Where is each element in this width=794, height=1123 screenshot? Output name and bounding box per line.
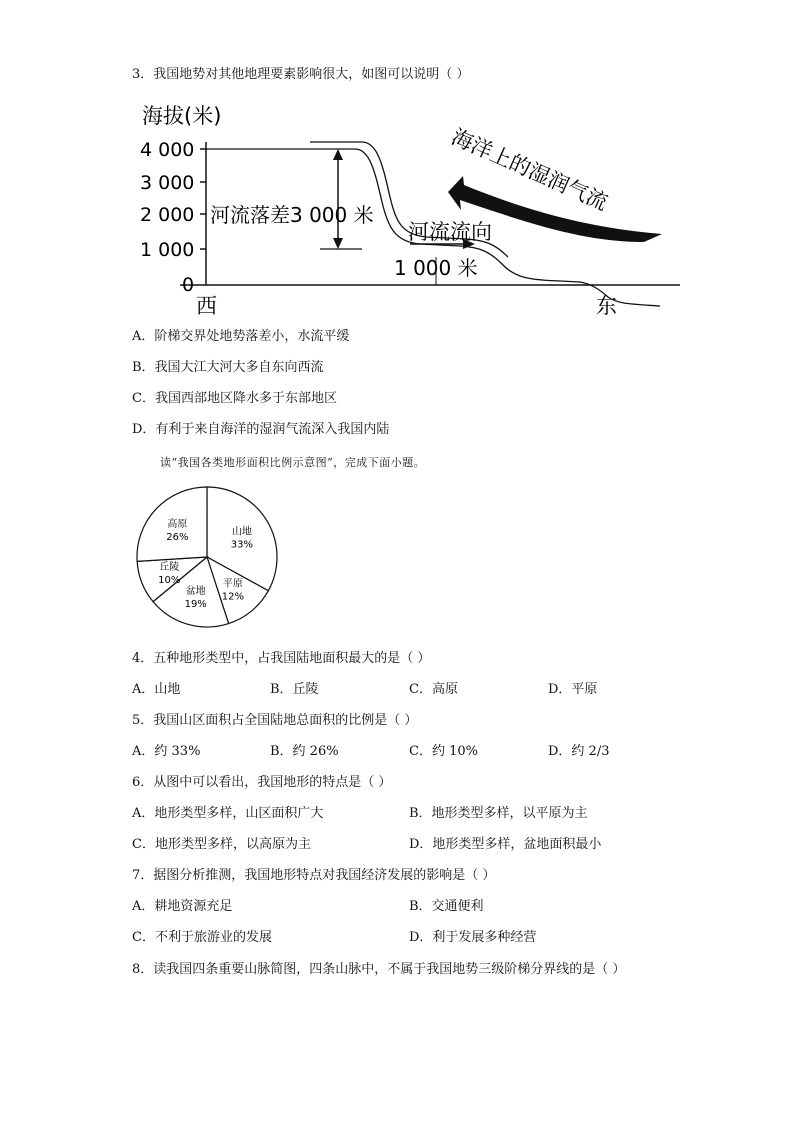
q7-option-c: C．不利于旅游业的发展 <box>132 930 272 945</box>
q5-stem: 5．我国山区面积占全国陆地总面积的比例是（ ） <box>132 713 418 728</box>
q6-stem: 6．从图中可以看出，我国地形的特点是（ ） <box>132 775 392 790</box>
q3-stem: 3．我国地势对其他地理要素影响很大，如图可以说明（ ） <box>132 67 470 82</box>
q4-option-c: C．高原 <box>409 682 458 697</box>
q3-option-b: B．我国大江大河大多自东向西流 <box>132 360 324 375</box>
pie-value-label: 10% <box>158 574 181 586</box>
pie-value-label: 26% <box>166 532 189 544</box>
q6-option-d: D．地形类型多样，盆地面积最小 <box>409 837 602 852</box>
q6-option-b: B．地形类型多样，以平原为主 <box>409 806 588 821</box>
west-label: 西 <box>196 294 217 317</box>
q7-option-d: D．利于发展多种经营 <box>409 930 537 945</box>
q5-option-d: D．约 2/3 <box>548 744 610 759</box>
q6-option-a: A．地形类型多样，山区面积广大 <box>132 806 324 821</box>
pie-category-label: 丘陵 <box>159 561 180 573</box>
q3-option-d: D．有利于来自海洋的湿润气流深入我国内陆 <box>132 422 390 437</box>
q7-stem: 7．据图分析推测，我国地形特点对我国经济发展的影响是（ ） <box>132 868 496 883</box>
q7-option-b: B．交通便利 <box>409 899 484 914</box>
pie-value-label: 33% <box>230 539 254 551</box>
east-label: 东 <box>596 294 617 317</box>
y-tick-0: 0 <box>182 274 195 296</box>
y-axis-title: 海拔(米) <box>142 104 222 128</box>
q4-stem: 4．五种地形类型中，占我国陆地面积最大的是（ ） <box>132 651 431 666</box>
q3-option-a: A．阶梯交界处地势落差小，水流平缓 <box>132 329 350 344</box>
airflow-label: 海洋上的湿润气流 <box>447 124 612 215</box>
pie-category-label: 高原 <box>167 519 188 531</box>
q3-option-c: C．我国西部地区降水多于东部地区 <box>132 391 337 406</box>
pie-category-label: 平原 <box>222 578 243 590</box>
pie-category-label: 山地 <box>231 526 252 538</box>
terrain-pie-chart <box>132 485 282 635</box>
q6-option-c: C．地形类型多样，以高原为主 <box>132 837 311 852</box>
q8-stem: 8．读我国四条重要山脉简图，四条山脉中，不属于我国地势三级阶梯分界线的是（ ） <box>132 962 626 977</box>
flow-label: 河流流向 <box>408 220 492 244</box>
q4-option-b: B．丘陵 <box>270 682 319 697</box>
pie-value-label: 19% <box>184 599 207 610</box>
reading-intro: 读“我国各类地形面积比例示意图”，完成下面小题。 <box>160 456 426 469</box>
y-tick-3000: 3 000 <box>140 172 195 194</box>
q7-option-a: A．耕地资源充足 <box>132 899 233 914</box>
lower-label: 1 000 米 <box>394 256 478 280</box>
q4-option-a: A．山地 <box>132 682 181 697</box>
drop-arrow-head-down <box>333 238 343 249</box>
q4-option-d: D．平原 <box>548 682 598 697</box>
q5-option-a: A．约 33% <box>132 744 201 759</box>
y-tick-1000: 1 000 <box>140 239 195 261</box>
drop-label: 河流落差3 000 米 <box>210 203 374 227</box>
drop-arrow-head-up <box>333 149 343 160</box>
q5-option-b: B．约 26% <box>270 744 339 759</box>
pie-category-label: 盆地 <box>185 586 206 597</box>
y-tick-4000: 4 000 <box>140 139 195 161</box>
pie-value-label: 12% <box>221 591 245 603</box>
q5-option-c: C．约 10% <box>409 744 478 759</box>
terrain-profile-figure <box>130 92 690 317</box>
y-tick-2000: 2 000 <box>140 204 195 226</box>
